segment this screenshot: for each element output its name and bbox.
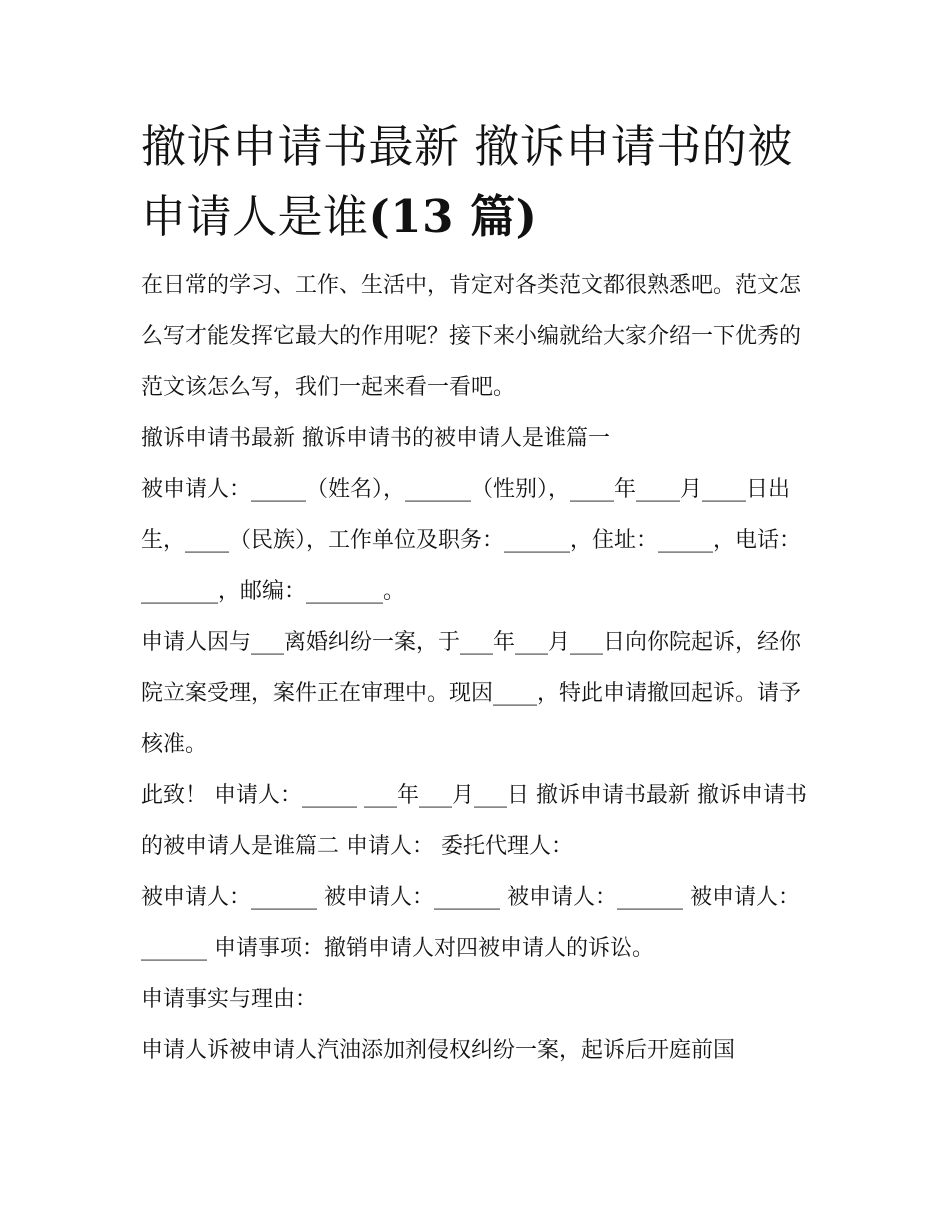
respondent-info-paragraph: 被申请人：_____（姓名），______（性别），____年____月____日出生，____（民族），工作单位及职务：______，住址：_____，电话：_______，邮编：_______。 [141, 477, 802, 604]
document-title [141, 112, 816, 252]
title-suffix: 篇) [453, 190, 538, 243]
title-count: (13 [368, 190, 454, 243]
withdrawal-reason-paragraph: 申请人因与___离婚纠纷一案，于___年___月___日向你院起诉，经你院立案受理，案件正在审理中。现因____，特此申请撤回起诉。请予核准。 [141, 630, 802, 757]
document-body [141, 260, 816, 1076]
facts-heading: 申请事实与理由： [141, 987, 318, 1012]
intro-paragraph: 在日常的学习、工作、生活中，肯定对各类范文都很熟悉吧。范文怎么写才能发挥它最大的作用呢？接下来小编就给大家介绍一下优秀的范文该怎么写，我们一起来看一看吧。 [141, 273, 802, 400]
title-text: 撤诉申请书最新 撤诉申请书的被申请人是谁 [141, 120, 793, 243]
section-heading-1: 撤诉申请书最新 撤诉申请书的被申请人是谁篇一 [141, 426, 610, 451]
facts-paragraph: 申请人诉被申请人汽油添加剂侵权纠纷一案，起诉后开庭前国 [141, 1038, 736, 1063]
document-page [141, 112, 816, 1076]
closing-paragraph: 此致！ 申请人：_____ ___年___月___日 撤诉申请书最新 撤诉申请书的被申请人是谁篇二 申请人： 委托代理人： [141, 783, 807, 859]
respondents-list-paragraph: 被申请人：______ 被申请人：______ 被申请人：______ 被申请人：______ 申请事项：撤销申请人对四被申请人的诉讼。 [141, 885, 800, 961]
